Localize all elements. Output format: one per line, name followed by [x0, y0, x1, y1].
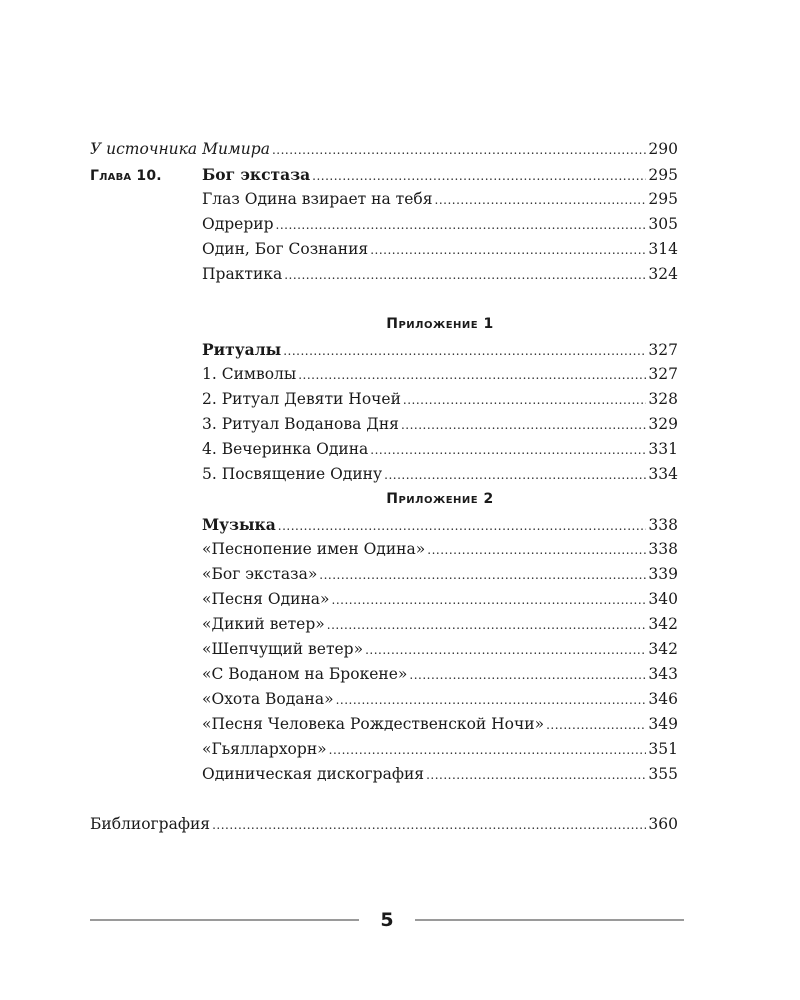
toc-entry-page: 327 [648, 341, 678, 359]
toc-entry-page: 338 [648, 516, 678, 534]
dot-leader [283, 338, 646, 364]
toc-entry-page: 339 [648, 565, 678, 583]
dot-leader [409, 662, 646, 688]
dot-leader [319, 562, 646, 588]
toc-entry-title: Одиническая дискография [202, 765, 425, 783]
toc-entry-page: 290 [648, 140, 678, 158]
toc-entry[interactable] [90, 637, 678, 662]
toc-entry[interactable] [90, 612, 678, 637]
toc-entry-title: Музыка [202, 515, 276, 534]
dot-leader [384, 462, 646, 488]
dot-leader [370, 437, 646, 463]
toc-entry-page: 295 [648, 190, 678, 208]
toc-entry-page: 295 [648, 166, 678, 184]
dot-leader [278, 513, 647, 539]
dot-leader [435, 187, 647, 213]
toc-entry-bibliography[interactable] [90, 812, 678, 837]
dot-leader [312, 163, 646, 189]
appendix-1-heading: Приложение 1 [386, 316, 494, 332]
toc-entry-page: 305 [648, 215, 678, 233]
chapter-label: Глава 10. [90, 168, 162, 184]
toc-entry-title: «С Воданом на Брокене» [202, 665, 408, 683]
toc-entry[interactable] [90, 237, 678, 262]
toc-entry-page: 331 [648, 440, 678, 458]
toc-entry-title: Глаз Одина взирает на тебя [202, 190, 433, 208]
toc-entry[interactable] [90, 437, 678, 462]
toc-entry-page: 342 [648, 640, 678, 658]
toc-entry[interactable] [90, 362, 678, 387]
toc-entry-page: 314 [648, 240, 678, 258]
toc-entry-title: Библиография [90, 815, 211, 833]
toc-entry-title: «Гьяллархорн» [202, 740, 327, 758]
toc-entry[interactable] [90, 212, 678, 237]
toc-chapter-10[interactable] [90, 162, 678, 187]
toc-entry-title: У источника Мимира [90, 140, 270, 158]
toc-entry[interactable] [90, 762, 678, 787]
dot-leader [327, 612, 647, 638]
dot-leader [212, 812, 646, 838]
toc-entry[interactable] [90, 562, 678, 587]
dot-leader [370, 237, 646, 263]
toc-entry-title: Практика [202, 265, 283, 283]
appendix-1-heading-row [90, 312, 678, 337]
footer-rule-left [90, 919, 359, 921]
toc-entry[interactable] [90, 587, 678, 612]
dot-leader [403, 387, 647, 413]
toc-entry[interactable] [90, 737, 678, 762]
toc-entry-page: 329 [648, 415, 678, 433]
toc-entry-title: 1. Символы [202, 365, 297, 383]
toc-entry-page: 360 [648, 815, 678, 833]
toc-entry-title: «Шепчущий ветер» [202, 640, 364, 658]
toc-entry-title: «Песня Человека Рождественской Ночи» [202, 715, 545, 733]
toc-entry-page: 327 [648, 365, 678, 383]
toc-entry-title: Бог экстаза [202, 165, 311, 184]
toc-entry-page: 340 [648, 590, 678, 608]
toc-entry-title: «Песня Одина» [202, 590, 330, 608]
dot-leader [272, 137, 646, 163]
toc-entry-title: 3. Ритуал Воданова Дня [202, 415, 399, 433]
toc-entry[interactable] [90, 387, 678, 412]
dot-leader [332, 587, 647, 613]
page-footer [90, 905, 684, 935]
spacer [90, 787, 678, 812]
dot-leader [336, 687, 647, 713]
toc-entry-page: 324 [648, 265, 678, 283]
dot-leader [276, 212, 647, 238]
toc-entry-title: Одрерир [202, 215, 274, 233]
toc-entry-page: 355 [648, 765, 678, 783]
appendix-2-heading-row [90, 487, 678, 512]
toc-entry-title: Ритуалы [202, 340, 282, 359]
footer-rule-right [415, 919, 684, 921]
toc-entry[interactable] [90, 462, 678, 487]
dot-leader [298, 362, 646, 388]
spacer [90, 287, 678, 312]
dot-leader [427, 537, 646, 563]
toc-entry-title: «Бог экстаза» [202, 565, 318, 583]
toc-entry-title: Один, Бог Сознания [202, 240, 369, 258]
dot-leader [284, 262, 646, 288]
toc-entry[interactable] [90, 412, 678, 437]
toc-entry-page: 328 [648, 390, 678, 408]
toc-entry-title: 4. Вечеринка Одина [202, 440, 369, 458]
dot-leader [546, 712, 646, 738]
dot-leader [365, 637, 646, 663]
dot-leader [329, 737, 647, 763]
toc-entry-title: «Песнопение имен Одина» [202, 540, 426, 558]
toc-entry-page: 342 [648, 615, 678, 633]
toc-entry-page: 334 [648, 465, 678, 483]
toc-entry-title: 2. Ритуал Девяти Ночей [202, 390, 401, 408]
toc-entry[interactable] [90, 687, 678, 712]
page-number: 5 [380, 909, 394, 931]
dot-leader [426, 762, 646, 788]
toc-entry[interactable] [90, 537, 678, 562]
toc-entry-page: 346 [648, 690, 678, 708]
table-of-contents [90, 137, 678, 837]
toc-entry-title: 5. Посвящение Одину [202, 465, 383, 483]
toc-entry-mimir[interactable] [90, 137, 678, 162]
toc-section-music[interactable] [90, 512, 678, 537]
toc-entry[interactable] [90, 187, 678, 212]
toc-entry-title: «Дикий ветер» [202, 615, 325, 633]
toc-entry[interactable] [90, 712, 678, 737]
toc-section-rituals[interactable] [90, 337, 678, 362]
toc-entry-page: 349 [648, 715, 678, 733]
toc-entry-title: «Охота Водана» [202, 690, 334, 708]
toc-entry[interactable] [90, 262, 678, 287]
appendix-2-heading: Приложение 2 [386, 491, 494, 507]
toc-entry-page: 351 [648, 740, 678, 758]
toc-entry-page: 343 [648, 665, 678, 683]
dot-leader [401, 412, 646, 438]
toc-entry[interactable] [90, 662, 678, 687]
toc-entry-page: 338 [648, 540, 678, 558]
